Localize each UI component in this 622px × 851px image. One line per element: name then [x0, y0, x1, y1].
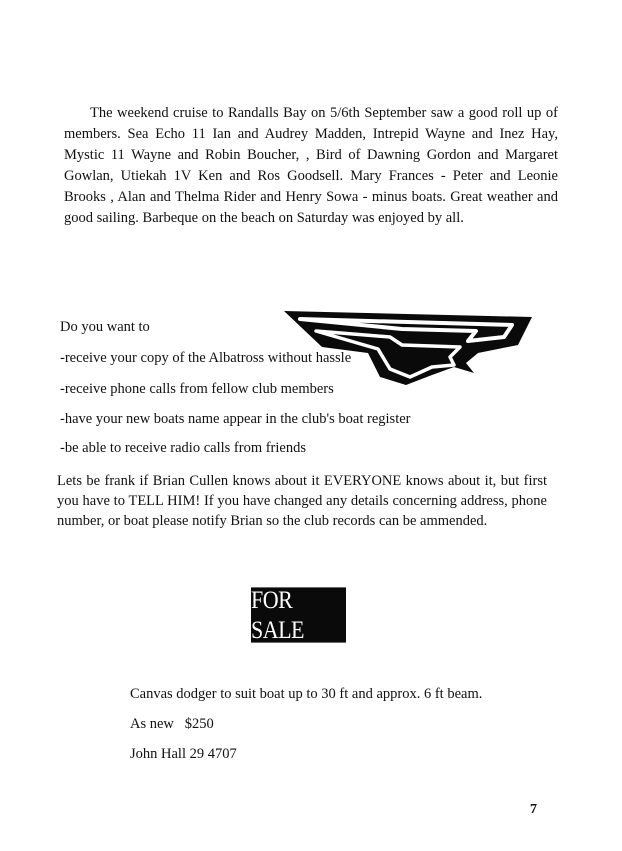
membership-item: -be able to receive radio calls from friends — [60, 440, 306, 456]
for-sale-description: Canvas dodger to suit boat up to 30 ft and approx. 6 ft beam. — [130, 686, 483, 702]
for-sale-price: As new $250 — [130, 716, 214, 732]
page-number: 7 — [530, 802, 537, 817]
membership-item: -receive your copy of the Albatross without hassle — [60, 350, 352, 366]
membership-item: -receive phone calls from fellow club members — [60, 381, 334, 397]
for-sale-banner: FOR SALE — [251, 587, 346, 642]
membership-item: -have your new boats name appear in the club's boat register — [60, 411, 411, 427]
cruise-report-paragraph: The weekend cruise to Randalls Bay on 5/6th September saw a good roll up of members. Sea Echo 11 Ian and Audrey Madden, Intrepid Wayne and Inez Hay, Mystic 11 Wayne and Robin Boucher, , Bird of Dawning Gordon and Margaret Gowlan, Utiekah 1V Ken and Ros Goodsell. Mary Frances - Peter and Leonie Brooks , Alan and Thelma Rider and Henry Sowa - minus boats. Great weather and good sailing. Barbeque on the beach on Saturday was enjoyed by all. — [64, 105, 558, 226]
albatross-logo-icon — [282, 305, 534, 387]
for-sale-contact: John Hall 29 4707 — [130, 746, 237, 762]
membership-intro: Do you want to — [60, 319, 150, 335]
membership-paragraph: Lets be frank if Brian Cullen knows about it EVERYONE knows about it, but first you have to TELL HIM! If you have changed any details concerning address, phone number, or boat please notify Brian so the club records can be ammended. — [57, 473, 547, 529]
